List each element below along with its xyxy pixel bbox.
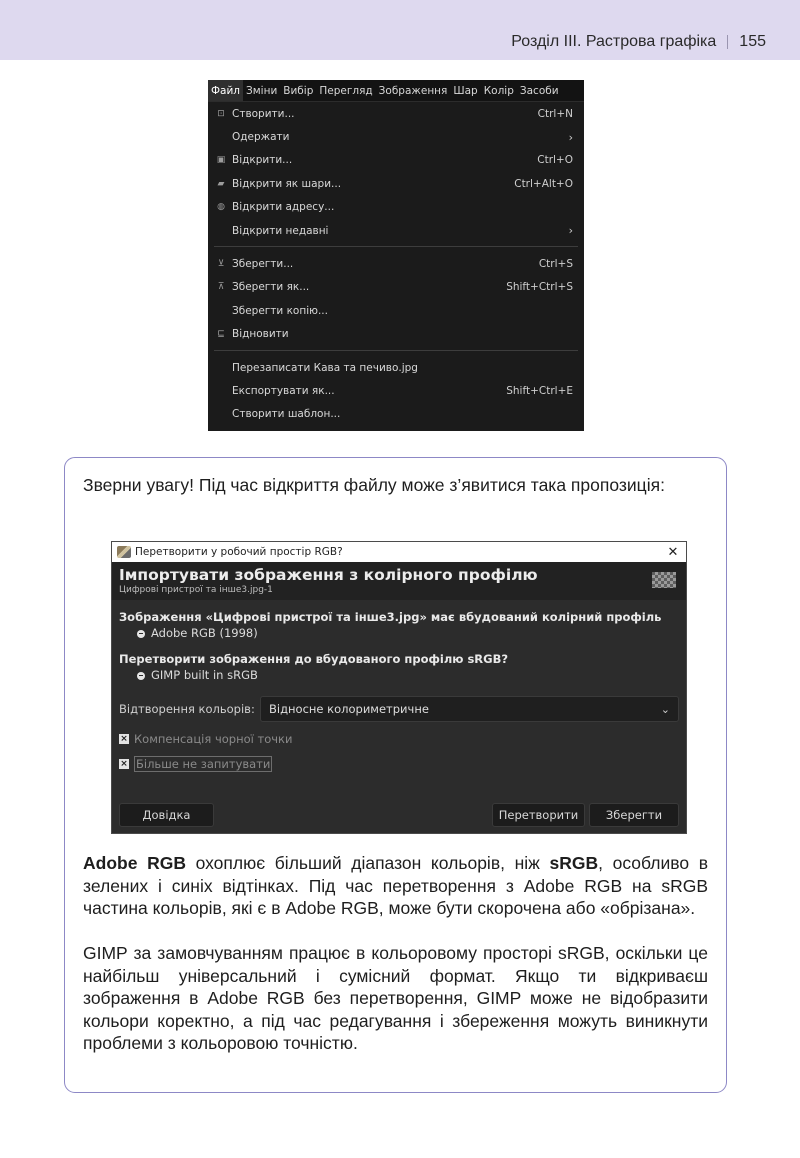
menu-item-label: Відкрити... (232, 154, 293, 167)
term-srgb: sRGB (549, 853, 599, 873)
menu-item-label: Експортувати як... (232, 384, 335, 397)
adobe-rgb-paragraph (83, 852, 708, 920)
menu-item-label: Зберегти копію... (232, 304, 328, 317)
menu-item-create-template[interactable] (208, 403, 584, 426)
menu-item-save-as[interactable] (208, 276, 584, 299)
rendering-intent-row (119, 696, 679, 722)
open-image-icon: ▣ (216, 155, 226, 166)
help-button[interactable]: Довідка (119, 803, 214, 827)
revert-icon: ⊑ (217, 329, 225, 340)
menu-item-shortcut: Ctrl+S (538, 258, 573, 271)
menu-item-label: Відкрити адресу... (232, 201, 335, 214)
menu-item-open-as-layers[interactable] (208, 172, 584, 195)
rendering-intent-select[interactable] (260, 696, 679, 722)
expand-icon (137, 630, 145, 638)
section-title: Розділ III. Растрова графіка (511, 33, 717, 50)
menu-item-label: Перезаписати Кава та печиво.jpg (232, 361, 418, 374)
embedded-profile-message: Зображення «Цифрові пристрої та інше3.jpg» має вбудований колірний профіль (119, 610, 662, 624)
menu-item-shortcut: Shift+Ctrl+S (506, 281, 573, 294)
convert-rgb-dialog-screenshot (111, 541, 687, 834)
black-point-label: Компенсація чорної точки (134, 732, 293, 746)
menu-item-save[interactable] (208, 252, 584, 275)
dialog-window-title: Перетворити у робочий простір RGB? (135, 546, 343, 558)
menu-item-label: Відкрити недавні (232, 224, 329, 237)
menu-item-label: Зберегти... (232, 258, 294, 271)
rendering-intent-label: Відтворення кольорів: (119, 702, 255, 716)
file-menu-dropdown (208, 102, 584, 426)
menubar-select[interactable]: Вибір (283, 84, 314, 97)
menu-separator (214, 246, 578, 247)
dont-ask-again-checkbox[interactable] (119, 756, 679, 772)
chevron-right-icon: › (568, 224, 573, 238)
note-callout-box (64, 457, 727, 1093)
target-profile-name: GIMP built in sRGB (151, 668, 258, 682)
gimp-file-menu-screenshot (208, 80, 584, 431)
dialog-header (112, 562, 686, 600)
paragraph-text: , особливо в зелених і синіх відтінках. Під час перетворення з Adobe RGB на sRGB частина кольорів, які є в Adobe RGB, може бути скорочена або «обрізана». (83, 853, 709, 918)
rendering-intent-value: Відносне колориметричне (269, 702, 429, 716)
dialog-heading: Імпортувати зображення з колірного профілю (119, 566, 538, 584)
menu-item-open-recent[interactable] (208, 219, 584, 242)
menubar (208, 80, 584, 102)
convert-question: Перетворити зображення до вбудованого профілю sRGB? (119, 652, 509, 666)
open-location-icon: ◍ (217, 202, 225, 213)
menu-item-open[interactable] (208, 149, 584, 172)
menu-item-shortcut: Ctrl+N (537, 107, 573, 120)
menubar-colors[interactable]: Колір (483, 84, 514, 97)
gimp-app-icon (117, 546, 131, 558)
dont-ask-label: Більше не запитувати (136, 757, 271, 771)
page-number: 155 (739, 33, 766, 50)
open-layers-icon: ▰ (217, 178, 225, 189)
keep-button[interactable]: Зберегти (589, 803, 679, 827)
menu-item-open-location[interactable] (208, 196, 584, 219)
menu-item-shortcut: Ctrl+Alt+O (514, 177, 573, 190)
embedded-profile-expander[interactable] (119, 625, 679, 642)
menu-item-label: Відкрити як шари... (232, 177, 342, 190)
menu-item-overwrite[interactable] (208, 356, 584, 379)
chevron-down-icon: ⌄ (660, 702, 670, 716)
embedded-profile-name: Adobe RGB (1998) (151, 626, 258, 640)
dialog-subheading: Цифрові пристрої та інше3.jpg-1 (119, 585, 273, 595)
menu-item-label: Відновити (232, 328, 289, 341)
menubar-edit[interactable]: Зміни (246, 84, 278, 97)
dialog-body (112, 610, 686, 772)
dialog-titlebar (112, 542, 686, 562)
menubar-image[interactable]: Зображення (378, 84, 448, 97)
convert-button[interactable]: Перетворити (492, 803, 585, 827)
black-point-compensation-checkbox[interactable] (119, 732, 679, 746)
menu-item-save-copy[interactable] (208, 299, 584, 322)
new-file-icon: ⊡ (217, 108, 225, 119)
menu-item-label: Зберегти як... (232, 281, 310, 294)
page-header-band (0, 0, 800, 60)
menu-item-label: Створити шаблон... (232, 408, 341, 421)
gimp-srgb-paragraph: GIMP за замовчуванням працює в кольоровому просторі sRGB, оскільки це найбільш універсальний і сумісний формат. Якщо ти відкриваєш зображення в Adobe RGB без перетворення, GIMP може не відобразити кольори коректно, а під час редагування і збереження можуть виникнути проблеми з кольоровою точністю. (83, 943, 708, 1053)
dialog-button-row (119, 803, 679, 827)
menu-item-label: Створити... (232, 107, 295, 120)
menubar-view[interactable]: Перегляд (319, 84, 373, 97)
note-intro-text: Зверни увагу! Під час відкриття файлу може з’явитися така пропозиція: (83, 475, 665, 495)
header-divider (727, 35, 728, 49)
menu-item-shortcut: Ctrl+O (537, 154, 573, 167)
menubar-tools[interactable]: Засоби (519, 84, 559, 97)
checkbox-icon: × (120, 759, 128, 769)
chevron-right-icon: › (568, 130, 573, 144)
menu-item-export-as[interactable] (208, 379, 584, 402)
save-icon: ⊻ (217, 259, 225, 270)
color-profile-icon (652, 572, 676, 588)
menu-item-label: Одержати (232, 131, 290, 144)
menu-item-shortcut: Shift+Ctrl+E (506, 384, 573, 397)
menu-item-new[interactable] (208, 102, 584, 125)
expand-icon (137, 672, 145, 680)
checkbox-icon: × (120, 734, 128, 744)
menu-separator (214, 350, 578, 351)
paragraph-text: охоплює більший діапазон кольорів, ніж (185, 853, 550, 873)
menubar-file[interactable]: Файл (208, 80, 243, 102)
save-as-icon: ⊼ (217, 282, 225, 293)
term-adobe-rgb: Adobe RGB (83, 853, 186, 873)
target-profile-expander[interactable] (119, 667, 679, 684)
close-icon[interactable]: ✕ (667, 544, 679, 560)
running-header (511, 33, 766, 51)
menu-item-acquire[interactable] (208, 125, 584, 148)
menubar-layer[interactable]: Шар (453, 84, 478, 97)
menu-item-revert[interactable] (208, 323, 584, 346)
